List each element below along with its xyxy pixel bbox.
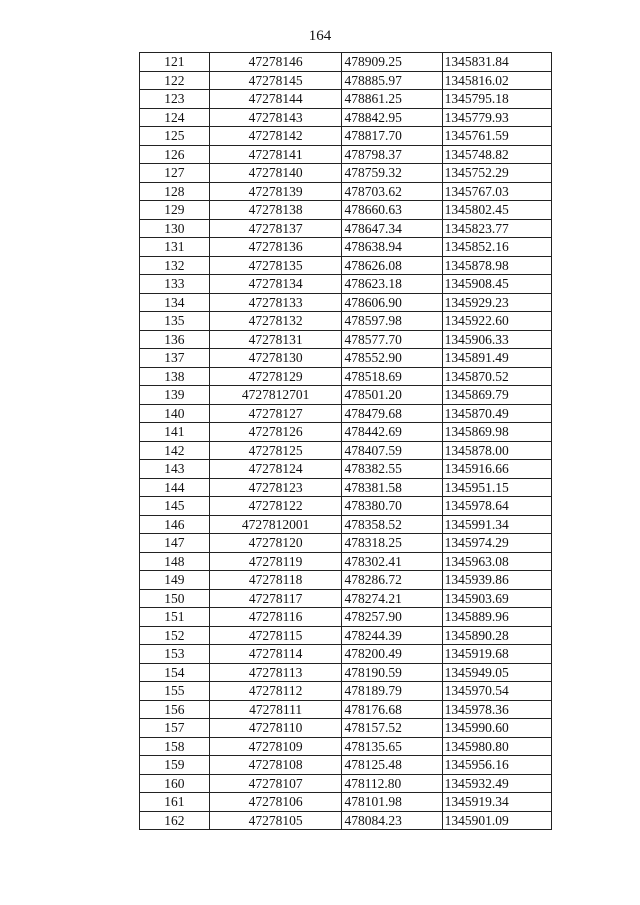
point-number-cell: 140 bbox=[140, 404, 210, 423]
x-coordinate-cell: 478817.70 bbox=[342, 127, 442, 146]
y-coordinate-cell: 1345901.09 bbox=[442, 811, 551, 830]
point-id-cell: 47278123 bbox=[209, 478, 342, 497]
x-coordinate-cell: 478442.69 bbox=[342, 423, 442, 442]
point-number-cell: 129 bbox=[140, 201, 210, 220]
point-id-cell: 47278109 bbox=[209, 737, 342, 756]
point-number-cell: 159 bbox=[140, 756, 210, 775]
point-number-cell: 148 bbox=[140, 552, 210, 571]
x-coordinate-cell: 478101.98 bbox=[342, 793, 442, 812]
table-row bbox=[140, 108, 552, 127]
point-number-cell: 154 bbox=[140, 663, 210, 682]
point-id-cell: 47278115 bbox=[209, 626, 342, 645]
table-row bbox=[140, 589, 552, 608]
point-id-cell: 47278133 bbox=[209, 293, 342, 312]
table-row bbox=[140, 90, 552, 109]
y-coordinate-cell: 1345991.34 bbox=[442, 515, 551, 534]
coordinates-table bbox=[139, 52, 552, 830]
point-number-cell: 133 bbox=[140, 275, 210, 294]
table-row bbox=[140, 423, 552, 442]
point-id-cell: 47278131 bbox=[209, 330, 342, 349]
x-coordinate-cell: 478302.41 bbox=[342, 552, 442, 571]
table-row bbox=[140, 164, 552, 183]
x-coordinate-cell: 478382.55 bbox=[342, 460, 442, 479]
table-row bbox=[140, 127, 552, 146]
table-row bbox=[140, 71, 552, 90]
point-id-cell: 47278127 bbox=[209, 404, 342, 423]
point-number-cell: 139 bbox=[140, 386, 210, 405]
point-id-cell: 47278137 bbox=[209, 219, 342, 238]
point-id-cell: 47278145 bbox=[209, 71, 342, 90]
point-id-cell: 4727812001 bbox=[209, 515, 342, 534]
y-coordinate-cell: 1345963.08 bbox=[442, 552, 551, 571]
point-number-cell: 121 bbox=[140, 53, 210, 72]
y-coordinate-cell: 1345980.80 bbox=[442, 737, 551, 756]
table-row bbox=[140, 571, 552, 590]
point-id-cell: 47278112 bbox=[209, 682, 342, 701]
x-coordinate-cell: 478190.59 bbox=[342, 663, 442, 682]
x-coordinate-cell: 478842.95 bbox=[342, 108, 442, 127]
point-id-cell: 47278114 bbox=[209, 645, 342, 664]
y-coordinate-cell: 1345939.86 bbox=[442, 571, 551, 590]
point-id-cell: 47278132 bbox=[209, 312, 342, 331]
y-coordinate-cell: 1345949.05 bbox=[442, 663, 551, 682]
point-id-cell: 47278125 bbox=[209, 441, 342, 460]
x-coordinate-cell: 478286.72 bbox=[342, 571, 442, 590]
point-number-cell: 155 bbox=[140, 682, 210, 701]
point-id-cell: 47278116 bbox=[209, 608, 342, 627]
table-row bbox=[140, 145, 552, 164]
y-coordinate-cell: 1345779.93 bbox=[442, 108, 551, 127]
page-number: 164 bbox=[308, 28, 332, 44]
y-coordinate-cell: 1345752.29 bbox=[442, 164, 551, 183]
y-coordinate-cell: 1345852.16 bbox=[442, 238, 551, 257]
point-number-cell: 124 bbox=[140, 108, 210, 127]
table-row bbox=[140, 256, 552, 275]
x-coordinate-cell: 478623.18 bbox=[342, 275, 442, 294]
table-row bbox=[140, 700, 552, 719]
y-coordinate-cell: 1345891.49 bbox=[442, 349, 551, 368]
point-number-cell: 136 bbox=[140, 330, 210, 349]
point-id-cell: 47278130 bbox=[209, 349, 342, 368]
table-row bbox=[140, 737, 552, 756]
point-number-cell: 127 bbox=[140, 164, 210, 183]
y-coordinate-cell: 1345970.54 bbox=[442, 682, 551, 701]
point-id-cell: 47278141 bbox=[209, 145, 342, 164]
point-id-cell: 47278117 bbox=[209, 589, 342, 608]
point-id-cell: 47278120 bbox=[209, 534, 342, 553]
table-row bbox=[140, 515, 552, 534]
table-row bbox=[140, 497, 552, 516]
x-coordinate-cell: 478125.48 bbox=[342, 756, 442, 775]
point-id-cell: 47278111 bbox=[209, 700, 342, 719]
table-row bbox=[140, 756, 552, 775]
table-row bbox=[140, 53, 552, 72]
point-number-cell: 161 bbox=[140, 793, 210, 812]
x-coordinate-cell: 478626.08 bbox=[342, 256, 442, 275]
point-number-cell: 158 bbox=[140, 737, 210, 756]
point-id-cell: 47278105 bbox=[209, 811, 342, 830]
point-number-cell: 138 bbox=[140, 367, 210, 386]
point-number-cell: 157 bbox=[140, 719, 210, 738]
point-id-cell: 47278106 bbox=[209, 793, 342, 812]
point-id-cell: 47278139 bbox=[209, 182, 342, 201]
table-row bbox=[140, 534, 552, 553]
table-row bbox=[140, 275, 552, 294]
table-row bbox=[140, 719, 552, 738]
point-number-cell: 132 bbox=[140, 256, 210, 275]
x-coordinate-cell: 478200.49 bbox=[342, 645, 442, 664]
point-number-cell: 134 bbox=[140, 293, 210, 312]
table-row bbox=[140, 774, 552, 793]
y-coordinate-cell: 1345956.16 bbox=[442, 756, 551, 775]
x-coordinate-cell: 478909.25 bbox=[342, 53, 442, 72]
y-coordinate-cell: 1345919.68 bbox=[442, 645, 551, 664]
y-coordinate-cell: 1345932.49 bbox=[442, 774, 551, 793]
point-id-cell: 47278142 bbox=[209, 127, 342, 146]
x-coordinate-cell: 478257.90 bbox=[342, 608, 442, 627]
table-row bbox=[140, 386, 552, 405]
y-coordinate-cell: 1345831.84 bbox=[442, 53, 551, 72]
y-coordinate-cell: 1345990.60 bbox=[442, 719, 551, 738]
table-row bbox=[140, 793, 552, 812]
y-coordinate-cell: 1345878.98 bbox=[442, 256, 551, 275]
point-number-cell: 150 bbox=[140, 589, 210, 608]
point-id-cell: 47278118 bbox=[209, 571, 342, 590]
x-coordinate-cell: 478189.79 bbox=[342, 682, 442, 701]
point-number-cell: 122 bbox=[140, 71, 210, 90]
x-coordinate-cell: 478759.32 bbox=[342, 164, 442, 183]
point-number-cell: 142 bbox=[140, 441, 210, 460]
point-number-cell: 125 bbox=[140, 127, 210, 146]
point-id-cell: 47278107 bbox=[209, 774, 342, 793]
x-coordinate-cell: 478244.39 bbox=[342, 626, 442, 645]
point-number-cell: 146 bbox=[140, 515, 210, 534]
table-body bbox=[140, 53, 552, 830]
point-number-cell: 130 bbox=[140, 219, 210, 238]
x-coordinate-cell: 478381.58 bbox=[342, 478, 442, 497]
point-id-cell: 47278129 bbox=[209, 367, 342, 386]
table-row bbox=[140, 312, 552, 331]
x-coordinate-cell: 478703.62 bbox=[342, 182, 442, 201]
table-row bbox=[140, 293, 552, 312]
table-row bbox=[140, 367, 552, 386]
x-coordinate-cell: 478861.25 bbox=[342, 90, 442, 109]
y-coordinate-cell: 1345922.60 bbox=[442, 312, 551, 331]
point-number-cell: 137 bbox=[140, 349, 210, 368]
x-coordinate-cell: 478552.90 bbox=[342, 349, 442, 368]
x-coordinate-cell: 478135.65 bbox=[342, 737, 442, 756]
point-id-cell: 47278124 bbox=[209, 460, 342, 479]
point-number-cell: 145 bbox=[140, 497, 210, 516]
point-number-cell: 131 bbox=[140, 238, 210, 257]
y-coordinate-cell: 1345795.18 bbox=[442, 90, 551, 109]
y-coordinate-cell: 1345869.79 bbox=[442, 386, 551, 405]
point-number-cell: 151 bbox=[140, 608, 210, 627]
point-id-cell: 47278135 bbox=[209, 256, 342, 275]
point-id-cell: 47278108 bbox=[209, 756, 342, 775]
x-coordinate-cell: 478274.21 bbox=[342, 589, 442, 608]
table-row bbox=[140, 663, 552, 682]
x-coordinate-cell: 478647.34 bbox=[342, 219, 442, 238]
table-row bbox=[140, 441, 552, 460]
point-number-cell: 152 bbox=[140, 626, 210, 645]
point-id-cell: 47278138 bbox=[209, 201, 342, 220]
table-row bbox=[140, 626, 552, 645]
x-coordinate-cell: 478798.37 bbox=[342, 145, 442, 164]
point-number-cell: 162 bbox=[140, 811, 210, 830]
table-row bbox=[140, 811, 552, 830]
table-row bbox=[140, 478, 552, 497]
x-coordinate-cell: 478597.98 bbox=[342, 312, 442, 331]
y-coordinate-cell: 1345748.82 bbox=[442, 145, 551, 164]
y-coordinate-cell: 1345761.59 bbox=[442, 127, 551, 146]
point-id-cell: 47278113 bbox=[209, 663, 342, 682]
y-coordinate-cell: 1345903.69 bbox=[442, 589, 551, 608]
table-row bbox=[140, 404, 552, 423]
point-id-cell: 47278119 bbox=[209, 552, 342, 571]
point-number-cell: 128 bbox=[140, 182, 210, 201]
point-number-cell: 160 bbox=[140, 774, 210, 793]
x-coordinate-cell: 478660.63 bbox=[342, 201, 442, 220]
y-coordinate-cell: 1345919.34 bbox=[442, 793, 551, 812]
y-coordinate-cell: 1345951.15 bbox=[442, 478, 551, 497]
x-coordinate-cell: 478501.20 bbox=[342, 386, 442, 405]
x-coordinate-cell: 478176.68 bbox=[342, 700, 442, 719]
x-coordinate-cell: 478084.23 bbox=[342, 811, 442, 830]
point-id-cell: 47278134 bbox=[209, 275, 342, 294]
y-coordinate-cell: 1345767.03 bbox=[442, 182, 551, 201]
x-coordinate-cell: 478380.70 bbox=[342, 497, 442, 516]
y-coordinate-cell: 1345916.66 bbox=[442, 460, 551, 479]
table-row bbox=[140, 219, 552, 238]
table-row bbox=[140, 238, 552, 257]
point-id-cell: 4727812701 bbox=[209, 386, 342, 405]
y-coordinate-cell: 1345878.00 bbox=[442, 441, 551, 460]
x-coordinate-cell: 478318.25 bbox=[342, 534, 442, 553]
point-id-cell: 47278146 bbox=[209, 53, 342, 72]
x-coordinate-cell: 478606.90 bbox=[342, 293, 442, 312]
point-number-cell: 153 bbox=[140, 645, 210, 664]
table-row bbox=[140, 182, 552, 201]
point-number-cell: 123 bbox=[140, 90, 210, 109]
x-coordinate-cell: 478577.70 bbox=[342, 330, 442, 349]
x-coordinate-cell: 478479.68 bbox=[342, 404, 442, 423]
y-coordinate-cell: 1345823.77 bbox=[442, 219, 551, 238]
y-coordinate-cell: 1345929.23 bbox=[442, 293, 551, 312]
y-coordinate-cell: 1345908.45 bbox=[442, 275, 551, 294]
y-coordinate-cell: 1345978.36 bbox=[442, 700, 551, 719]
point-number-cell: 147 bbox=[140, 534, 210, 553]
table-row bbox=[140, 330, 552, 349]
x-coordinate-cell: 478112.80 bbox=[342, 774, 442, 793]
y-coordinate-cell: 1345978.64 bbox=[442, 497, 551, 516]
point-number-cell: 149 bbox=[140, 571, 210, 590]
x-coordinate-cell: 478885.97 bbox=[342, 71, 442, 90]
point-id-cell: 47278136 bbox=[209, 238, 342, 257]
point-id-cell: 47278122 bbox=[209, 497, 342, 516]
y-coordinate-cell: 1345906.33 bbox=[442, 330, 551, 349]
table-row bbox=[140, 682, 552, 701]
y-coordinate-cell: 1345890.28 bbox=[442, 626, 551, 645]
table-row bbox=[140, 552, 552, 571]
point-id-cell: 47278126 bbox=[209, 423, 342, 442]
point-number-cell: 156 bbox=[140, 700, 210, 719]
table-row bbox=[140, 645, 552, 664]
point-id-cell: 47278143 bbox=[209, 108, 342, 127]
table-row bbox=[140, 608, 552, 627]
point-number-cell: 126 bbox=[140, 145, 210, 164]
x-coordinate-cell: 478157.52 bbox=[342, 719, 442, 738]
point-number-cell: 143 bbox=[140, 460, 210, 479]
point-number-cell: 141 bbox=[140, 423, 210, 442]
y-coordinate-cell: 1345869.98 bbox=[442, 423, 551, 442]
point-id-cell: 47278110 bbox=[209, 719, 342, 738]
point-id-cell: 47278140 bbox=[209, 164, 342, 183]
point-number-cell: 135 bbox=[140, 312, 210, 331]
y-coordinate-cell: 1345802.45 bbox=[442, 201, 551, 220]
x-coordinate-cell: 478358.52 bbox=[342, 515, 442, 534]
table-row bbox=[140, 460, 552, 479]
table-row bbox=[140, 349, 552, 368]
table-row bbox=[140, 201, 552, 220]
y-coordinate-cell: 1345974.29 bbox=[442, 534, 551, 553]
y-coordinate-cell: 1345870.52 bbox=[442, 367, 551, 386]
x-coordinate-cell: 478407.59 bbox=[342, 441, 442, 460]
point-number-cell: 144 bbox=[140, 478, 210, 497]
x-coordinate-cell: 478518.69 bbox=[342, 367, 442, 386]
y-coordinate-cell: 1345816.02 bbox=[442, 71, 551, 90]
y-coordinate-cell: 1345870.49 bbox=[442, 404, 551, 423]
x-coordinate-cell: 478638.94 bbox=[342, 238, 442, 257]
y-coordinate-cell: 1345889.96 bbox=[442, 608, 551, 627]
point-id-cell: 47278144 bbox=[209, 90, 342, 109]
